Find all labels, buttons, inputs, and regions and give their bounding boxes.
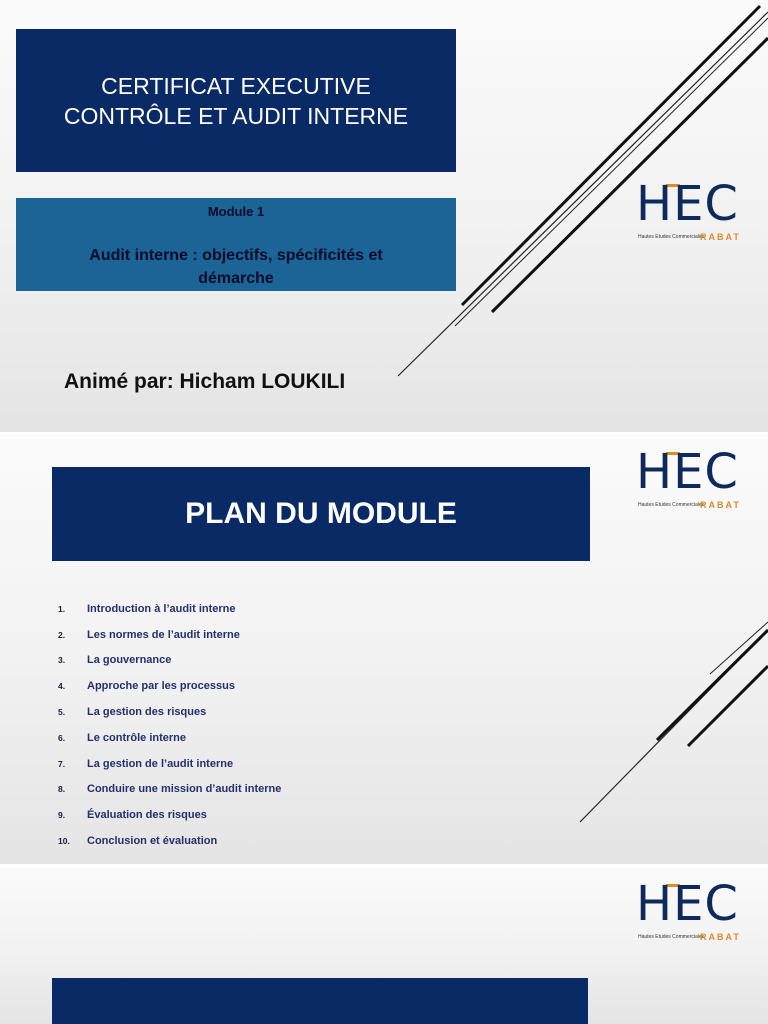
certificate-title-line1: CERTIFICAT EXECUTIVE — [101, 72, 371, 99]
hec-logo — [636, 876, 746, 946]
item-label: Les normes de l’audit interne — [87, 628, 240, 641]
item-label: Évaluation des risques — [87, 809, 207, 822]
logo-subtitle: Hautes Etudes Commerciales — [638, 234, 705, 240]
list-item — [58, 725, 281, 751]
slide-3 — [0, 868, 768, 1024]
plan-list — [58, 596, 281, 854]
item-number: 2. — [58, 629, 66, 640]
title-box — [16, 29, 456, 172]
list-item — [58, 828, 281, 854]
plan-title-box — [52, 467, 590, 561]
item-label: La gouvernance — [87, 654, 172, 667]
logo-hec-text: HEC — [636, 876, 739, 932]
list-item — [58, 596, 281, 622]
item-label: Conduire une mission d’audit interne — [87, 783, 282, 796]
item-number: 1. — [58, 603, 66, 614]
module-box — [16, 198, 456, 291]
item-number: 8. — [58, 784, 66, 795]
presenter-text: Animé par: Hicham LOUKILI — [64, 370, 346, 393]
list-item — [58, 673, 281, 699]
logo-city: RABAT — [700, 500, 741, 510]
item-number: 7. — [58, 758, 66, 769]
logo-hec-text: HEC — [636, 176, 739, 232]
item-number: 5. — [58, 707, 66, 718]
item-label: La gestion des risques — [87, 706, 207, 719]
item-label: Introduction à l’audit interne — [87, 602, 236, 615]
item-number: 10. — [58, 836, 70, 847]
item-number: 6. — [58, 732, 66, 743]
module-label: Module 1 — [207, 204, 265, 219]
logo-city: RABAT — [700, 232, 741, 242]
module-subtitle-line2: démarche — [198, 270, 274, 287]
logo-subtitle: Hautes Etudes Commerciales — [638, 502, 705, 508]
item-label: Conclusion et évaluation — [87, 835, 218, 848]
logo-hec-text: HEC — [636, 444, 739, 500]
list-item — [58, 622, 281, 648]
list-item — [58, 699, 281, 725]
plan-title: PLAN DU MODULE — [185, 497, 457, 530]
item-label: Le contrôle interne — [87, 731, 187, 744]
hec-logo — [636, 444, 746, 514]
module-subtitle-line1: Audit interne : objectifs, spécificités et — [89, 247, 383, 264]
logo-subtitle: Hautes Etudes Commerciales — [638, 934, 705, 940]
logo-city: RABAT — [700, 932, 741, 942]
list-item — [58, 648, 281, 674]
certificate-title-line2: CONTRÔLE ET AUDIT INTERNE — [63, 102, 409, 129]
item-number: 9. — [58, 810, 66, 821]
list-item — [58, 802, 281, 828]
item-label: Approche par les processus — [87, 680, 235, 693]
item-label: La gestion de l’audit interne — [87, 757, 234, 770]
slide-2 — [0, 434, 768, 864]
list-item — [58, 777, 281, 803]
item-number: 3. — [58, 655, 66, 666]
item-number: 4. — [58, 681, 66, 692]
slide-1 — [0, 0, 768, 432]
title-box — [52, 978, 588, 1024]
list-item — [58, 751, 281, 777]
hec-logo — [636, 176, 746, 246]
